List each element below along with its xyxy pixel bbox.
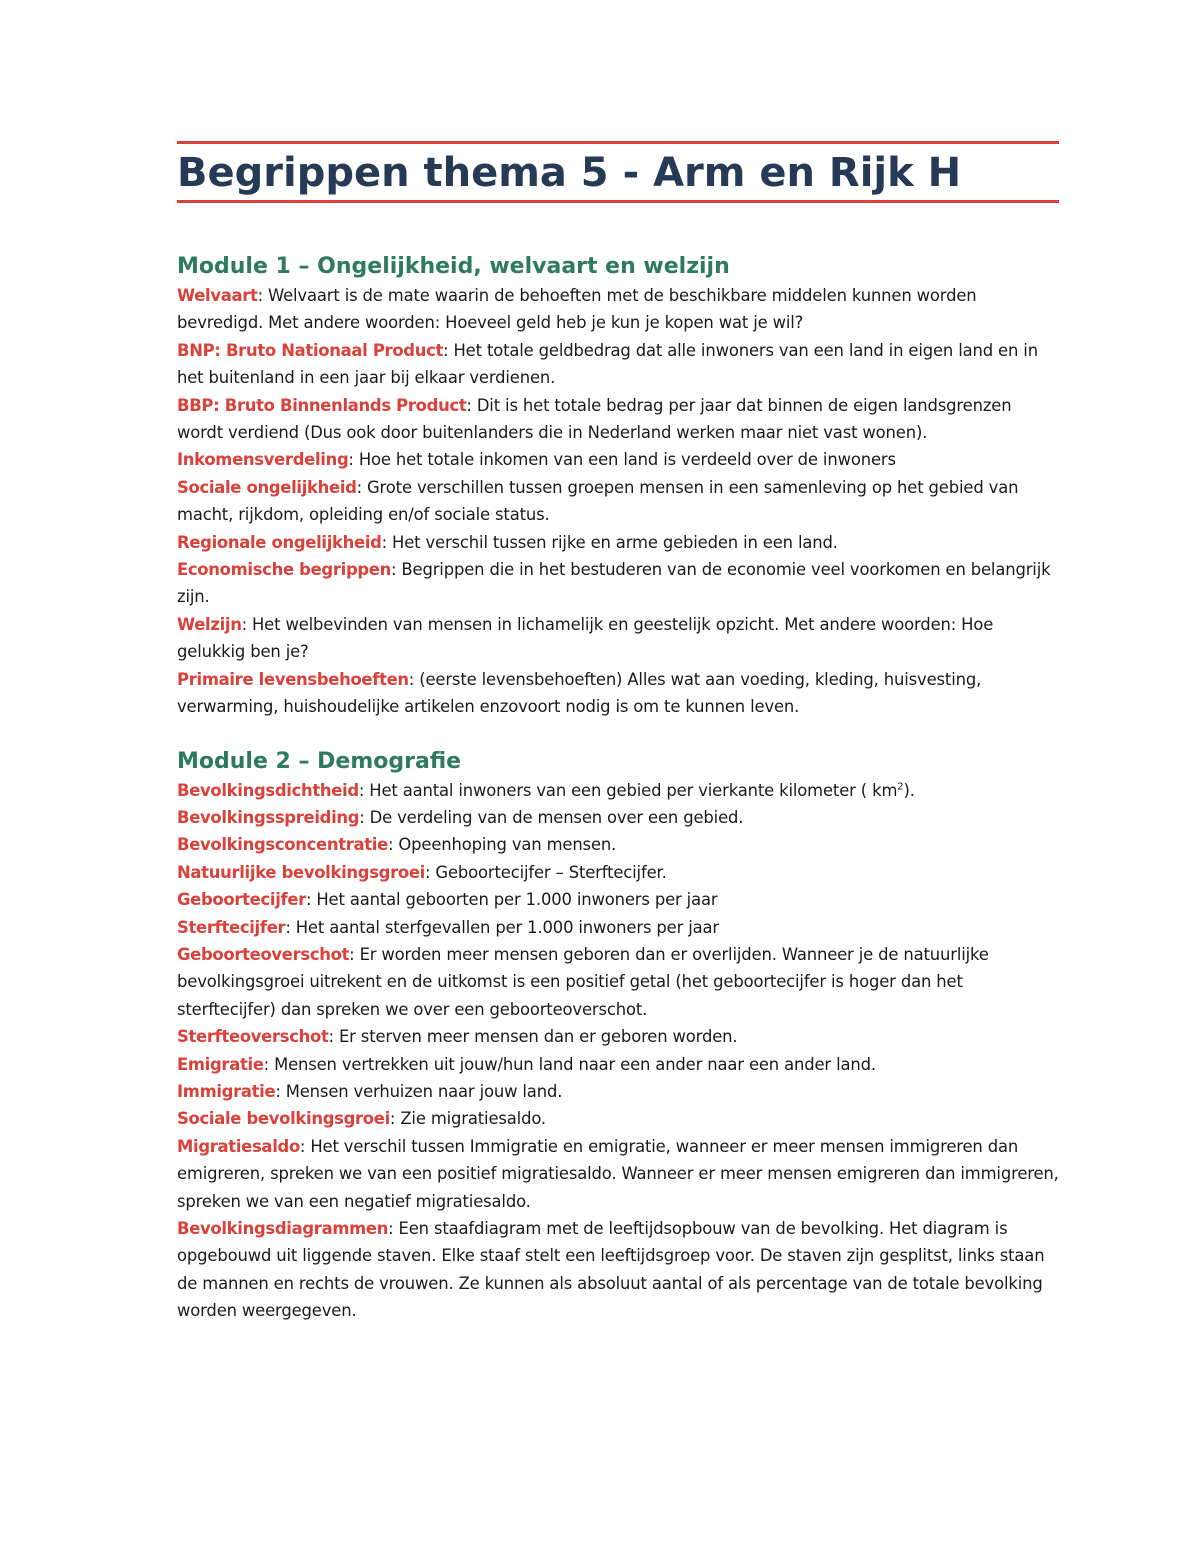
definition-entry: [177, 1078, 1059, 1105]
definition-entry: [177, 529, 1059, 556]
definition: : Grote verschillen tussen groepen mensen in een samenleving op het gebied van macht, rijkdom, opleiding en/of sociale status.: [177, 477, 1019, 525]
module-2-entries: [177, 777, 1059, 1325]
term: Immigratie: [177, 1081, 276, 1101]
definition: : Opeenhoping van mensen.: [387, 835, 617, 855]
term: Welzijn: [177, 614, 242, 634]
definition-entry: [177, 446, 1059, 473]
definition: : Er worden meer mensen geboren dan er overlijden. Wanneer je de natuurlijke bevolkingsgroei uitrekent en de uitkomst is een positief getal (het geboortecijfer is hoger dan het sterftecijfer) dan spreken we over een geboorteoverschot.: [177, 944, 989, 1019]
definition-entry: [177, 1051, 1059, 1078]
definition-entry: [177, 474, 1059, 529]
definition: : Het aantal geboorten per 1.000 inwoners per jaar: [305, 890, 718, 910]
definition-entry: [177, 886, 1059, 913]
module-1-section: [177, 252, 1059, 721]
term: Geboorteoverschot: [177, 944, 350, 964]
definition-entry: [177, 1215, 1059, 1325]
term: Primaire levensbehoeften: [177, 669, 409, 689]
term: Bevolkingsconcentratie: [177, 835, 388, 855]
term: Bevolkingsspreiding: [177, 807, 360, 827]
definition: : Het aantal inwoners van een gebied per vierkante kilometer ( km: [358, 780, 898, 800]
definition: : Geboortecijfer – Sterftecijfer.: [424, 862, 667, 882]
definition: : Het welbevinden van mensen in lichamelijk en geestelijk opzicht. Met andere woorden: Hoe gelukkig ben je?: [177, 614, 994, 662]
term: Bevolkingsdichtheid: [177, 780, 359, 800]
definition-end: ).: [903, 780, 915, 800]
term: Natuurlijke bevolkingsgroei: [177, 862, 425, 882]
document-title: Begrippen thema 5 - Arm en Rijk H: [177, 150, 962, 196]
definition: : Dit is het totale bedrag per jaar dat binnen de eigen landsgrenzen wordt verdiend (Dus ook door buitenlanders die in Nederland werken maar niet vast wonen).: [177, 395, 1012, 443]
definition: : (eerste levensbehoeften) Alles wat aan voeding, kleding, huisvesting, verwarming, huishoudelijke artikelen enzovoort nodig is om te kunnen leven.: [177, 669, 982, 717]
definition-entry: [177, 1023, 1059, 1050]
term: Migratiesaldo: [177, 1136, 300, 1156]
definition: : Zie migratiesaldo.: [389, 1109, 546, 1129]
definition-entry: [177, 914, 1059, 941]
module-1-entries: [177, 282, 1059, 721]
definition: : Het totale geldbedrag dat alle inwoners van een land in eigen land en in het buitenland in een jaar bij elkaar verdienen.: [177, 340, 1038, 388]
term: Geboortecijfer: [177, 890, 306, 910]
definition-entry: [177, 859, 1059, 886]
term: Economische begrippen: [177, 560, 391, 580]
definition-entry: [177, 611, 1059, 666]
definition: : Begrippen die in het bestuderen van de economie veel voorkomen en belangrijk zijn.: [177, 560, 1051, 607]
term: Bevolkingsdiagrammen: [177, 1219, 389, 1238]
term: Inkomensverdeling: [177, 450, 349, 470]
definition: : Er sterven meer mensen dan er geboren worden.: [328, 1027, 738, 1047]
term: Emigratie: [177, 1054, 264, 1074]
definition: : Het verschil tussen Immigratie en emigratie, wanneer er meer mensen immigreren dan emigreren, spreken we van een positief migratiesaldo. Wanneer er meer mensen emigreren dan immigreren, spreken we van een negatief migratiesaldo.: [177, 1136, 1059, 1211]
definition: : Mensen verhuizen naar jouw land.: [275, 1081, 563, 1101]
term: Welvaart: [177, 286, 258, 305]
definition: : Welvaart is de mate waarin de behoeften met de beschikbare middelen kunnen worden bevredigd. Met andere woorden: Hoeveel geld heb je kun je kopen wat je wil?: [177, 286, 977, 333]
definition-entry: [177, 556, 1059, 611]
module-2-heading: Module 2 – Demografie: [177, 748, 462, 774]
definition-entry: [177, 941, 1059, 1023]
definition-entry: [177, 804, 1059, 831]
term: Sterfteoverschot: [177, 1027, 329, 1047]
superscript: 2: [897, 781, 904, 793]
document-page: [177, 141, 1059, 1325]
definition: : De verdeling van de mensen over een gebied.: [359, 807, 744, 827]
definition-entry: [177, 337, 1059, 392]
definition: : Het verschil tussen rijke en arme gebieden in een land.: [381, 532, 838, 552]
definition-entry: [177, 392, 1059, 447]
definition: : Het aantal sterfgevallen per 1.000 inwoners per jaar: [285, 917, 720, 937]
term: Sterftecijfer: [177, 917, 286, 937]
title-block: [177, 141, 1059, 203]
definition: : Hoe het totale inkomen van een land is verdeeld over de inwoners: [348, 450, 896, 470]
definition: : Een staafdiagram met de leeftijdsopbouw van de bevolking. Het diagram is opgebouwd uit liggende staven. Elke staaf stelt een leeftijdsgroep voor. De staven zijn gesplitst, links staan de mannen en rechts de vrouwen. Ze kunnen als absoluut aantal of als percentage van de totale bevolking worden weergegeven.: [177, 1219, 1045, 1321]
definition-entry: [177, 777, 1059, 804]
term: Sociale bevolkingsgroei: [177, 1109, 390, 1129]
definition-entry: [177, 282, 1059, 337]
definition-entry: [177, 666, 1059, 721]
module-1-heading: Module 1 – Ongelijkheid, welvaart en welzijn: [177, 254, 730, 279]
definition-entry: [177, 831, 1059, 858]
definition: : Mensen vertrekken uit jouw/hun land naar een ander naar een ander land.: [263, 1054, 876, 1074]
definition-entry: [177, 1105, 1059, 1132]
term: Regionale ongelijkheid: [177, 532, 382, 552]
term: BBP: Bruto Binnenlands Product: [177, 395, 467, 415]
module-2-section: [177, 747, 1059, 1325]
definition-entry: [177, 1133, 1059, 1215]
term: BNP: Bruto Nationaal Product: [177, 340, 444, 360]
term: Sociale ongelijkheid: [177, 477, 357, 497]
